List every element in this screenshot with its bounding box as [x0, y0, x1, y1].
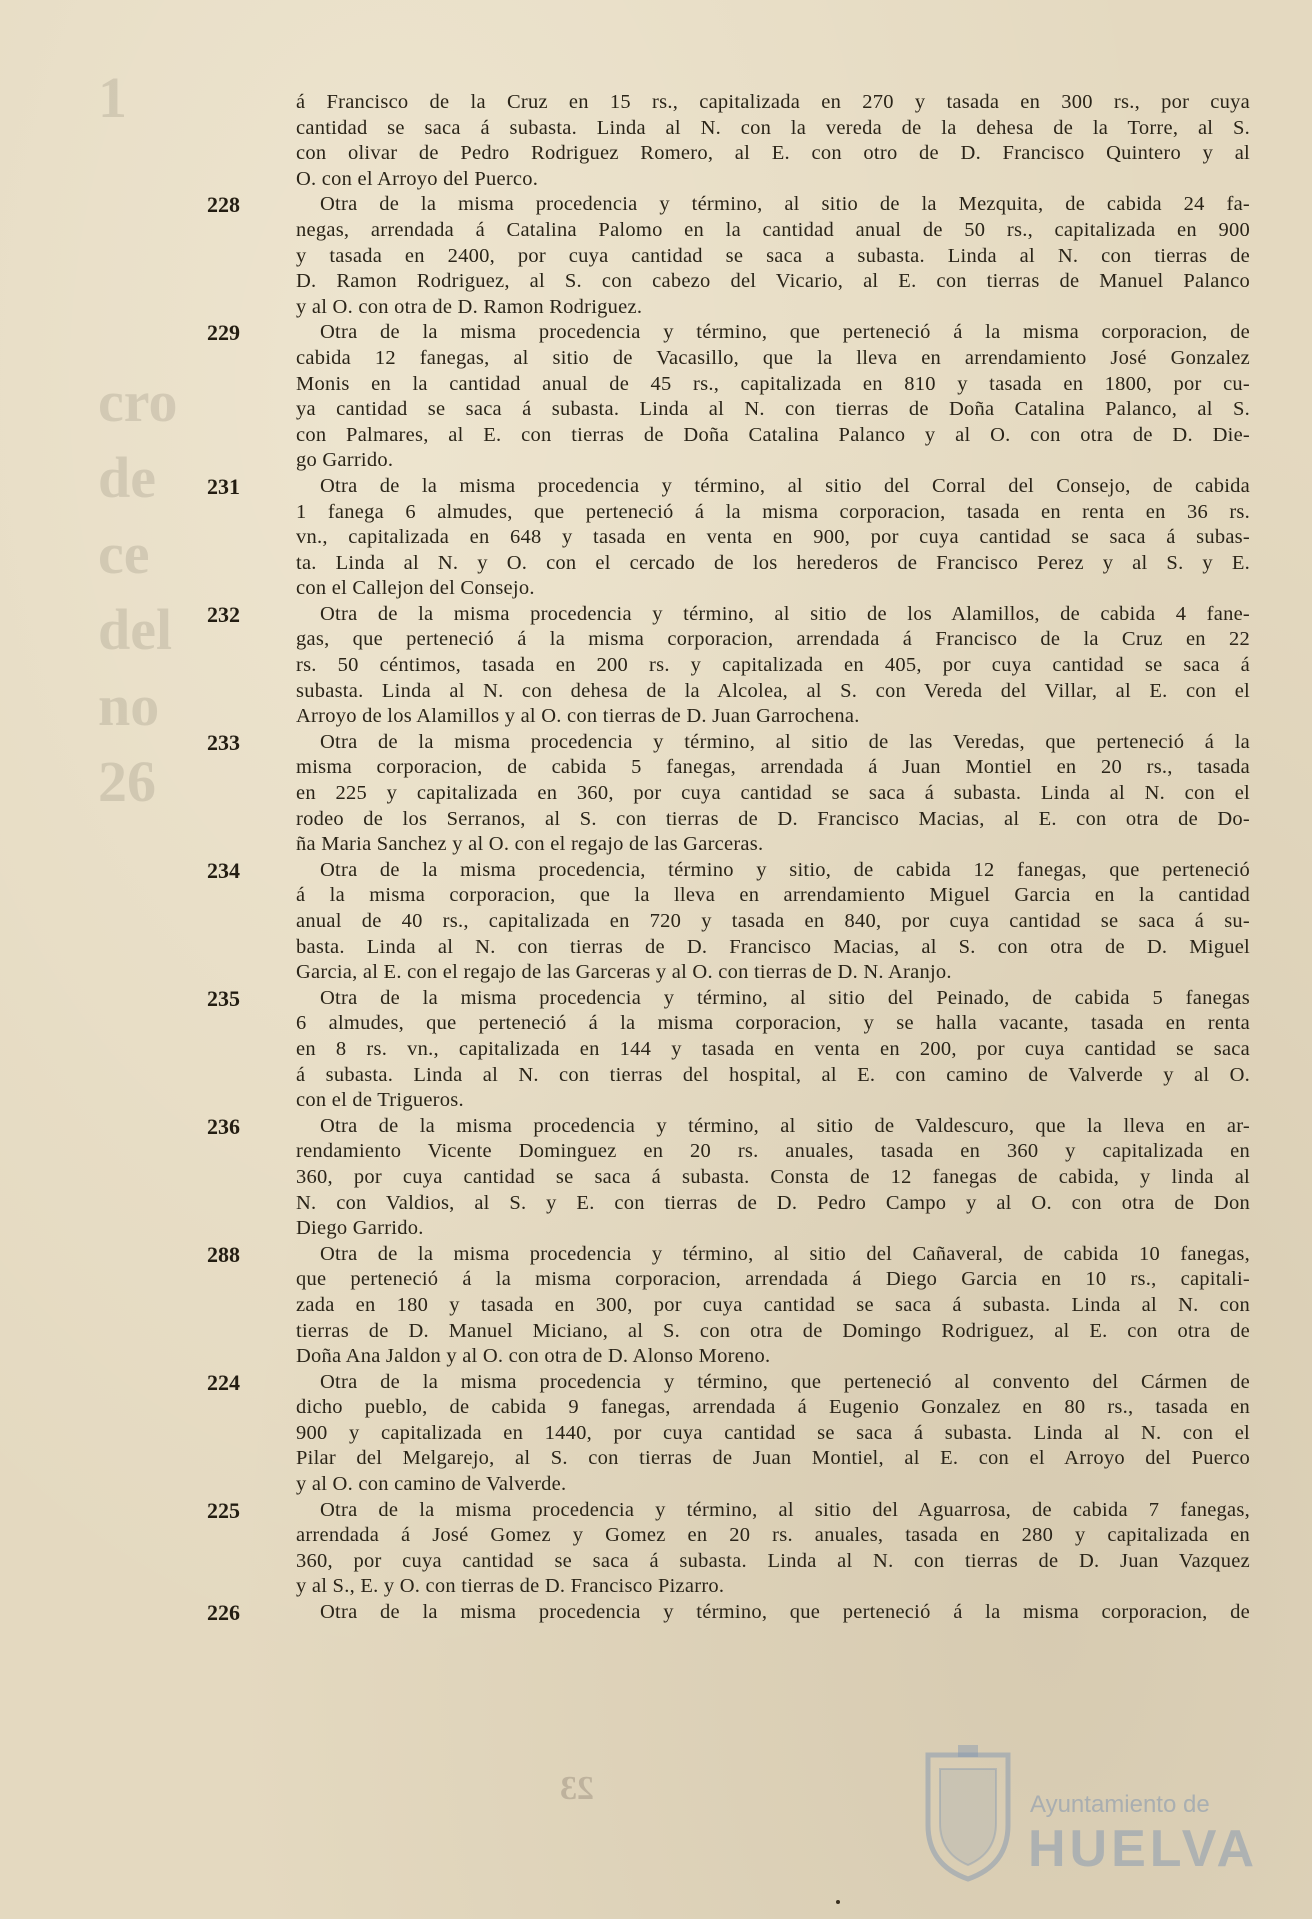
line-text: rodeo de los Serranos, al S. con tierras de D. Francisco Macias, al E. con otra de Do-: [296, 807, 1250, 830]
line-text: N. con Valdios, al S. y E. con tierras de D. Pedro Campo y al O. con otra de Don: [296, 1191, 1250, 1214]
text-line: [160, 1293, 1250, 1319]
line-text: 1 fanega 6 almudes, que perteneció á la misma corporacion, tasada en renta en 36 rs.: [296, 500, 1250, 523]
text-line: [160, 1498, 1250, 1524]
entry-number: 225: [207, 1497, 240, 1523]
line-text: arrendada á José Gomez y Gomez en 20 rs. anuales, tasada en 280 y capitalizada en: [296, 1524, 1250, 1547]
text-line: [160, 1088, 1250, 1114]
text-line: [160, 602, 1250, 628]
text-line: [160, 1011, 1250, 1037]
entry-number: 236: [207, 1113, 240, 1139]
text-line: [160, 1574, 1250, 1600]
line-text: cantidad se saca á subasta. Linda al N. con la vereda de la dehesa de la Torre, al S.: [296, 116, 1250, 139]
text-line: [160, 1267, 1250, 1293]
line-text: Pilar del Melgarejo, al S. con tierras de Juan Montiel, al E. con el Arroyo del Puerco: [296, 1447, 1250, 1470]
entry-number: 224: [207, 1369, 240, 1395]
text-line: [160, 116, 1250, 142]
text-line: [160, 1370, 1250, 1396]
line-text: Otra de la misma procedencia y término, al sitio del Cañaveral, de cabida 10 fanegas,: [320, 1242, 1250, 1265]
entry-number: 232: [207, 601, 240, 627]
line-text: con el de Trigueros.: [296, 1089, 464, 1112]
line-text: en 225 y capitalizada en 360, por cuya cantidad se saca á subasta. Linda al N. con el: [296, 782, 1250, 805]
text-line: [160, 807, 1250, 833]
line-text: ña Maria Sanchez y al O. con el regajo de las Garceras.: [296, 833, 764, 856]
mirrored-page-number: 23: [560, 1770, 594, 1807]
coat-of-arms-icon: [920, 1745, 1016, 1885]
line-text: go Garrido.: [296, 449, 394, 472]
text-line: [160, 141, 1250, 167]
show-through-left: 1 cro de ce del no 26: [98, 65, 178, 814]
line-text: á Francisco de la Cruz en 15 rs., capitalizada en 270 y tasada en 300 rs., por cuya: [296, 91, 1250, 113]
entry-number: 288: [207, 1241, 240, 1267]
line-text: en 8 rs. vn., capitalizada en 144 y tasada en venta en 200, por cuya cantidad se saca: [296, 1037, 1250, 1060]
text-line: [160, 1114, 1250, 1140]
text-line: [160, 1421, 1250, 1447]
line-text: y al O. con otra de D. Ramon Rodriguez.: [296, 295, 643, 318]
text-line: [160, 1600, 1250, 1626]
text-line: [160, 576, 1250, 602]
line-text: á subasta. Linda al N. con tierras del hospital, al E. con camino de Valverde y al O.: [296, 1063, 1250, 1086]
line-text: Otra de la misma procedencia y término, al sitio del Corral del Consejo, de cabida: [320, 474, 1250, 497]
line-text: misma corporacion, de cabida 5 fanegas, arrendada á Juan Montiel en 20 rs., tasada: [296, 756, 1250, 779]
line-text: Otra de la misma procedencia y término, que perteneció al convento del Cármen de: [320, 1370, 1250, 1393]
text-line: [160, 500, 1250, 526]
text-line: [160, 1216, 1250, 1242]
text-line: [160, 730, 1250, 756]
line-text: 900 y capitalizada en 1440, por cuya cantidad se saca á subasta. Linda al N. con el: [296, 1421, 1250, 1444]
text-line: [160, 320, 1250, 346]
line-text: zada en 180 y tasada en 300, por cuya cantidad se saca á subasta. Linda al N. con: [296, 1293, 1250, 1316]
text-line: [160, 474, 1250, 500]
text-line: [160, 218, 1250, 244]
line-text: O. con el Arroyo del Puerco.: [296, 167, 539, 190]
text-line: [160, 781, 1250, 807]
line-text: Garcia, al E. con el regajo de las Garceras y al O. con tierras de D. N. Aranjo.: [296, 961, 952, 984]
text-line: [160, 525, 1250, 551]
text-line: [160, 1472, 1250, 1498]
line-text: con Palmares, al E. con tierras de Doña Catalina Palanco y al O. con otra de D. Die-: [296, 423, 1250, 446]
text-line: [160, 755, 1250, 781]
text-line: [160, 1395, 1250, 1421]
text-line: [160, 1549, 1250, 1575]
text-line: [160, 90, 1250, 116]
entry-number: 235: [207, 985, 240, 1011]
text-line: [160, 1344, 1250, 1370]
text-line: [160, 653, 1250, 679]
line-text: 360, por cuya cantidad se saca á subasta. Consta de 12 fanegas de cabida, y linda al: [296, 1165, 1250, 1188]
archive-stamp: [920, 1745, 1259, 1895]
text-line: [160, 269, 1250, 295]
line-text: basta. Linda al N. con tierras de D. Francisco Macias, al S. con otra de D. Miguel: [296, 935, 1250, 958]
line-text: negas, arrendada á Catalina Palomo en la cantidad anual de 50 rs., capitalizada en 900: [296, 218, 1250, 241]
text-line: [160, 986, 1250, 1012]
stamp-label: Ayuntamiento de: [1030, 1791, 1210, 1818]
line-text: Otra de la misma procedencia y término, al sitio de los Alamillos, de cabida 4 fane-: [320, 602, 1250, 625]
entry-number: 234: [207, 857, 240, 883]
text-line: [160, 192, 1250, 218]
line-text: Otra de la misma procedencia y término, que perteneció á la misma corporacion, de: [320, 1601, 1250, 1624]
text-line: [160, 1165, 1250, 1191]
line-text: ta. Linda al N. y O. con el cercado de los herederos de Francisco Perez y al S. y E.: [296, 551, 1250, 574]
entry-number: 233: [207, 729, 240, 755]
line-text: 360, por cuya cantidad se saca á subasta. Linda al N. con tierras de D. Juan Vazquez: [296, 1549, 1250, 1572]
text-line: [160, 627, 1250, 653]
line-text: á la misma corporacion, que la lleva en arrendamiento Miguel Garcia en la cantidad: [296, 884, 1250, 907]
entry-number: 226: [207, 1600, 240, 1626]
line-text: Otra de la misma procedencia y término, que perteneció á la misma corporacion, de: [320, 321, 1250, 344]
text-line: [160, 960, 1250, 986]
line-text: cabida 12 fanegas, al sitio de Vacasillo, que la lleva en arrendamiento José Gonzalez: [296, 346, 1250, 369]
text-line: [160, 909, 1250, 935]
text-line: [160, 832, 1250, 858]
line-text: ya cantidad se saca á subasta. Linda al N. con tierras de Doña Catalina Palanco, al S.: [296, 398, 1250, 421]
line-text: gas, que perteneció á la misma corporacion, arrendada á Francisco de la Cruz en 22: [296, 628, 1250, 651]
line-text: Otra de la misma procedencia y término, al sitio de Valdescuro, que la lleva en ar-: [320, 1114, 1250, 1137]
text-line: [160, 295, 1250, 321]
text-line: [160, 1446, 1250, 1472]
line-text: vn., capitalizada en 648 y tasada en venta en 900, por cuya cantidad se saca á subas-: [296, 526, 1250, 549]
line-text: Otra de la misma procedencia y término, al sitio de las Veredas, que perteneció á la: [320, 730, 1250, 753]
line-text: Otra de la misma procedencia y término, al sitio del Aguarrosa, de cabida 7 fanegas,: [320, 1498, 1250, 1521]
text-line: [160, 883, 1250, 909]
text-line: [160, 1523, 1250, 1549]
text-line: [160, 167, 1250, 193]
document-body: [160, 90, 1250, 1626]
text-line: [160, 1139, 1250, 1165]
line-text: subasta. Linda al N. con dehesa de la Alcolea, al S. con Vereda del Villar, al E. con el: [296, 679, 1250, 702]
line-text: 6 almudes, que perteneció á la misma corporacion, y se halla vacante, tasada en renta: [296, 1012, 1250, 1035]
line-text: rs. 50 céntimos, tasada en 200 rs. y capitalizada en 405, por cuya cantidad se saca á: [296, 654, 1250, 677]
speck: [836, 1900, 840, 1904]
text-line: [160, 1063, 1250, 1089]
text-line: [160, 1191, 1250, 1217]
line-text: rendamiento Vicente Dominguez en 20 rs. anuales, tasada en 360 y capitalizada en: [296, 1140, 1250, 1163]
entry-number: 229: [207, 320, 240, 346]
text-line: [160, 244, 1250, 270]
text-line: [160, 397, 1250, 423]
line-text: con el Callejon del Consejo.: [296, 577, 535, 600]
text-line: [160, 1242, 1250, 1268]
line-text: que perteneció á la misma corporacion, arrendada á Diego Garcia en 10 rs., capitali-: [296, 1268, 1250, 1291]
line-text: Monis en la cantidad anual de 45 rs., capitalizada en 810 y tasada en 1800, por cu-: [296, 372, 1250, 395]
line-text: y al S., E. y O. con tierras de D. Francisco Pizarro.: [296, 1575, 725, 1598]
text-line: [160, 346, 1250, 372]
line-text: anual de 40 rs., capitalizada en 720 y tasada en 840, por cuya cantidad se saca á su-: [296, 910, 1250, 932]
text-line: [160, 372, 1250, 398]
line-text: Diego Garrido.: [296, 1217, 424, 1240]
text-line: [160, 423, 1250, 449]
line-text: Otra de la misma procedencia, término y sitio, de cabida 12 fanegas, que perteneció: [320, 858, 1250, 881]
line-text: y tasada en 2400, por cuya cantidad se saca a subasta. Linda al N. con tierras de: [296, 244, 1250, 267]
text-line: [160, 1319, 1250, 1345]
entry-number: 231: [207, 473, 240, 499]
line-text: Otra de la misma procedencia y término, al sitio del Peinado, de cabida 5 fanegas: [320, 986, 1250, 1009]
line-text: Otra de la misma procedencia y término, al sitio de la Mezquita, de cabida 24 fa-: [320, 193, 1250, 216]
text-line: [160, 679, 1250, 705]
line-text: con olivar de Pedro Rodriguez Romero, al E. con otro de D. Francisco Quintero y al: [296, 142, 1250, 165]
line-text: dicho pueblo, de cabida 9 fanegas, arrendada á Eugenio Gonzalez en 80 rs., tasada en: [296, 1396, 1250, 1419]
entry-number: 228: [207, 192, 240, 218]
line-text: Doña Ana Jaldon y al O. con otra de D. Alonso Moreno.: [296, 1345, 771, 1368]
line-text: Arroyo de los Alamillos y al O. con tierras de D. Juan Garrochena.: [296, 705, 860, 728]
text-line: [160, 858, 1250, 884]
text-line: [160, 448, 1250, 474]
text-line: [160, 1037, 1250, 1063]
text-line: [160, 551, 1250, 577]
text-line: [160, 704, 1250, 730]
stamp-title: HUELVA: [1028, 1820, 1259, 1878]
line-text: tierras de D. Manuel Miciano, al S. con otra de Domingo Rodriguez, al E. con otra de: [296, 1319, 1250, 1342]
line-text: y al O. con camino de Valverde.: [296, 1473, 567, 1496]
text-line: [160, 935, 1250, 961]
line-text: D. Ramon Rodriguez, al S. con cabezo del Vicario, al E. con tierras de Manuel Palanco: [296, 270, 1250, 293]
